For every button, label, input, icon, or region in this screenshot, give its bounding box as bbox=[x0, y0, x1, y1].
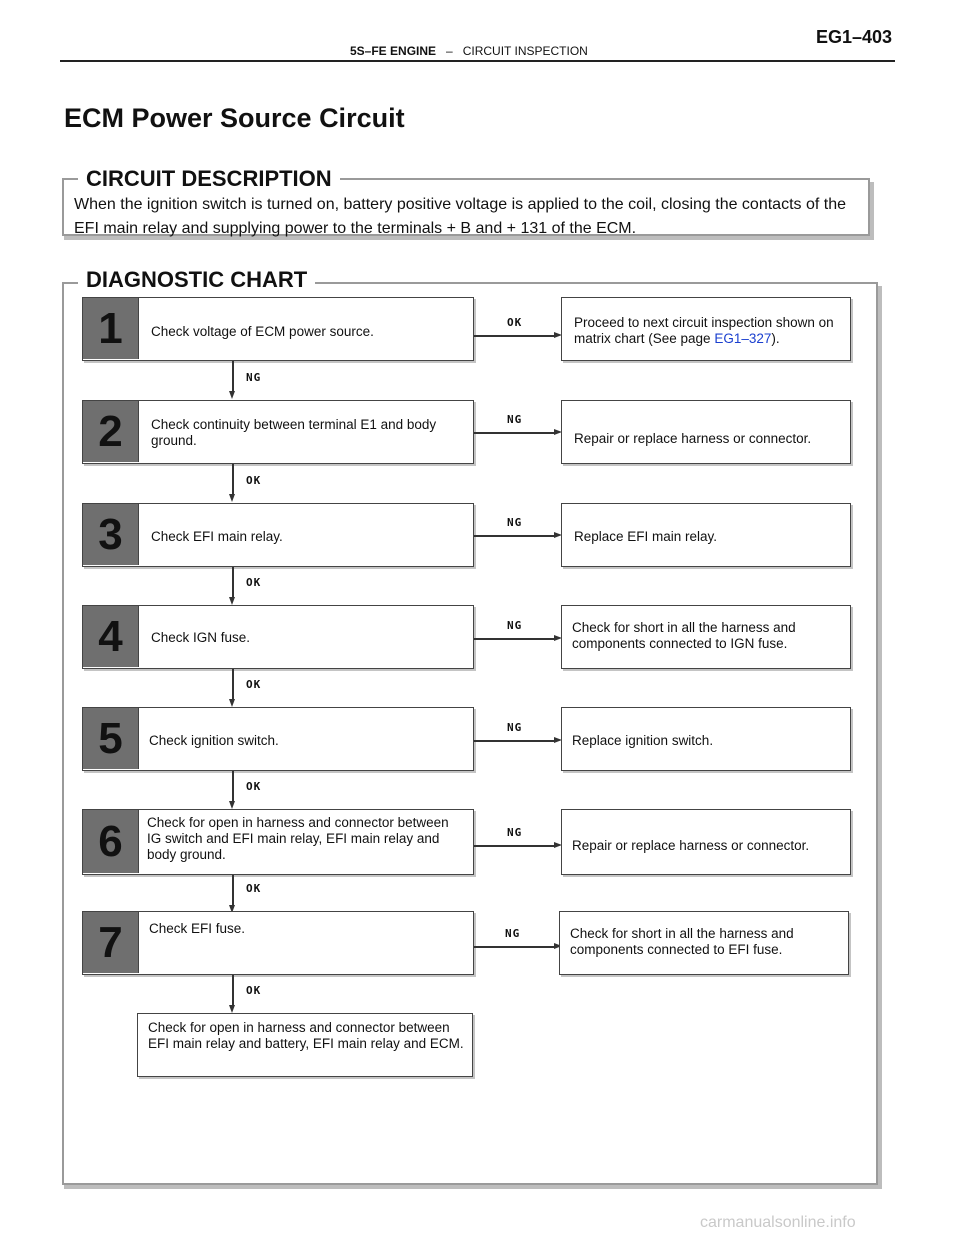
step-2-text: Check continuity between terminal E1 and body ground. bbox=[151, 417, 437, 448]
header-section: CIRCUIT INSPECTION bbox=[462, 44, 588, 58]
step-2-branch-line bbox=[474, 432, 554, 434]
header-rule bbox=[60, 60, 895, 62]
step-2-down-label: OK bbox=[246, 474, 262, 487]
step-6-branch-line bbox=[474, 845, 554, 847]
page-link-eg1-327[interactable]: EG1–327 bbox=[714, 331, 772, 346]
step-1-result-text bbox=[574, 315, 844, 347]
page-number: EG1–403 bbox=[816, 27, 893, 47]
step-5-down-arrow bbox=[229, 801, 235, 809]
step-4-branch-label: NG bbox=[507, 619, 523, 632]
diagnostic-chart-heading: DIAGNOSTIC CHART bbox=[78, 267, 315, 293]
step-2-branch-label: NG bbox=[507, 413, 523, 426]
step-4-branch-line bbox=[474, 638, 554, 640]
step-3-branch-line bbox=[474, 535, 554, 537]
step-4-result-box bbox=[561, 605, 851, 669]
step-6-number: 6 bbox=[83, 810, 139, 873]
final-step-text: Check for open in harness and connector between EFI main relay and battery, EFI main relay and ECM. bbox=[148, 1020, 464, 1051]
circuit-description-text: When the ignition switch is turned on, battery positive voltage is applied to the coil, closing the contacts of the EFI main relay and supplying power to the terminals + B and + 131 of the ECM. bbox=[74, 196, 846, 237]
step-1-box[interactable] bbox=[82, 297, 474, 361]
step-5-down-label: OK bbox=[246, 780, 262, 793]
circuit-description-heading: CIRCUIT DESCRIPTION bbox=[78, 166, 340, 192]
step-5-box[interactable] bbox=[82, 707, 474, 771]
step-1-branch-line bbox=[474, 335, 554, 337]
step-7-result-box bbox=[559, 911, 849, 975]
step-7-down-line bbox=[232, 975, 234, 1005]
watermark: carmanualsonline.info bbox=[700, 1214, 856, 1231]
step-3-branch-label: NG bbox=[507, 516, 523, 529]
step-6-result-box bbox=[561, 809, 851, 875]
step-4-down-line bbox=[232, 669, 234, 699]
step-5-branch-label: NG bbox=[507, 721, 523, 734]
step-6-box[interactable] bbox=[82, 809, 474, 875]
step-5-number: 5 bbox=[83, 708, 139, 769]
step-1-result-prefix: Proceed to next circuit inspection shown on matrix chart (See page bbox=[574, 315, 834, 346]
step-2-result-text: Repair or replace harness or connector. bbox=[574, 431, 812, 446]
step-5-branch-line bbox=[474, 740, 554, 742]
step-1-number: 1 bbox=[83, 298, 139, 359]
step-7-down-label: OK bbox=[246, 984, 262, 997]
step-1-result-suffix: ). bbox=[771, 331, 780, 346]
step-2-result-box bbox=[561, 400, 851, 464]
step-1-down-label: NG bbox=[246, 371, 262, 384]
step-7-branch-line bbox=[474, 946, 554, 948]
step-1-result-box bbox=[561, 297, 851, 361]
step-7-text: Check EFI fuse. bbox=[149, 921, 246, 936]
step-4-number: 4 bbox=[83, 606, 139, 667]
step-3-down-line bbox=[232, 567, 234, 597]
step-5-text: Check ignition switch. bbox=[149, 733, 279, 748]
step-5-down-line bbox=[232, 771, 234, 801]
step-3-down-arrow bbox=[229, 597, 235, 605]
step-3-result-text: Replace EFI main relay. bbox=[574, 529, 718, 544]
step-6-branch-label: NG bbox=[507, 826, 523, 839]
step-5-result-text: Replace ignition switch. bbox=[572, 733, 714, 748]
step-7-number: 7 bbox=[83, 912, 139, 973]
step-4-text: Check IGN fuse. bbox=[151, 630, 251, 645]
step-6-text: Check for open in harness and connector between IG switch and EFI main relay, EFI main relay and body ground. bbox=[147, 815, 449, 862]
final-step-box[interactable] bbox=[137, 1013, 473, 1077]
page-title: ECM Power Source Circuit bbox=[64, 103, 405, 133]
step-3-result-box bbox=[561, 503, 851, 567]
step-6-down-line bbox=[232, 875, 234, 905]
step-7-result-text: Check for short in all the harness and components connected to EFI fuse. bbox=[570, 926, 794, 957]
step-7-down-arrow bbox=[229, 1005, 235, 1013]
step-1-down-arrow bbox=[229, 391, 235, 399]
step-2-down-line bbox=[232, 464, 234, 494]
step-4-down-arrow bbox=[229, 699, 235, 707]
step-2-number: 2 bbox=[83, 401, 139, 462]
step-4-result-text: Check for short in all the harness and components connected to IGN fuse. bbox=[572, 620, 796, 651]
step-3-down-label: OK bbox=[246, 576, 262, 589]
step-7-branch-label: NG bbox=[505, 927, 521, 940]
step-1-text: Check voltage of ECM power source. bbox=[151, 324, 374, 339]
step-2-box[interactable] bbox=[82, 400, 474, 464]
running-header bbox=[350, 44, 588, 58]
step-3-number: 3 bbox=[83, 504, 139, 565]
step-2-down-arrow bbox=[229, 494, 235, 502]
step-7-box[interactable] bbox=[82, 911, 474, 975]
step-3-text: Check EFI main relay. bbox=[151, 529, 283, 544]
header-engine: 5S–FE ENGINE bbox=[350, 44, 437, 58]
step-5-result-box bbox=[561, 707, 851, 771]
step-4-box[interactable] bbox=[82, 605, 474, 669]
step-1-down-line bbox=[232, 361, 234, 391]
step-6-result-text: Repair or replace harness or connector. bbox=[572, 838, 810, 853]
step-6-down-label: OK bbox=[246, 882, 262, 895]
step-1-branch-label: OK bbox=[507, 316, 523, 329]
header-separator: – bbox=[446, 44, 453, 58]
step-3-box[interactable] bbox=[82, 503, 474, 567]
step-4-down-label: OK bbox=[246, 678, 262, 691]
